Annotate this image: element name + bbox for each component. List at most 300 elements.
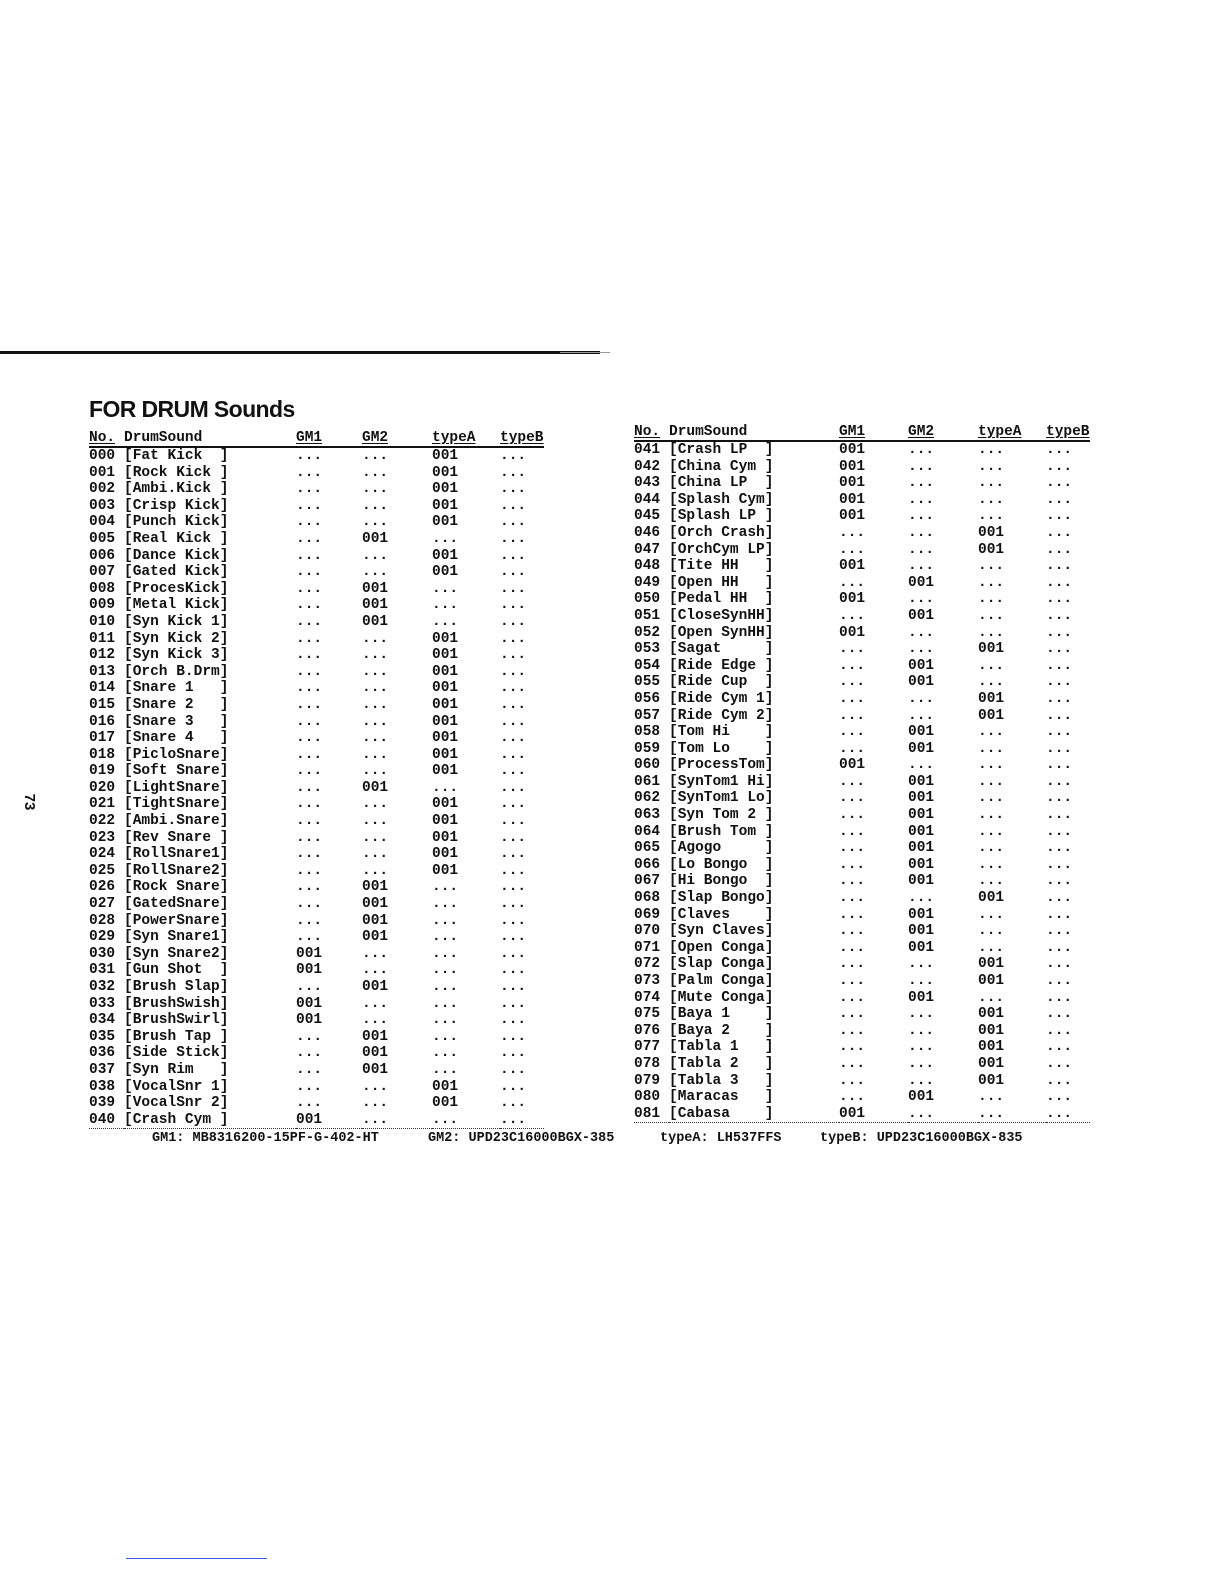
cell-type-b: ... bbox=[500, 1061, 527, 1078]
cell-gm1: 001 bbox=[839, 442, 866, 458]
cell-no: 045 bbox=[634, 508, 661, 525]
cell-gm2: ... bbox=[908, 442, 935, 458]
cell-no: 017 bbox=[89, 730, 116, 747]
cell-no: 033 bbox=[89, 995, 116, 1012]
table-row bbox=[89, 730, 544, 747]
cell-no: 079 bbox=[634, 1072, 661, 1089]
cell-no: 053 bbox=[634, 641, 661, 658]
cell-type-b: ... bbox=[500, 448, 527, 464]
table-row bbox=[89, 647, 544, 664]
cell-gm2: ... bbox=[362, 497, 389, 514]
table-row bbox=[634, 575, 1090, 592]
cell-gm1: 001 bbox=[296, 995, 323, 1012]
cell-drum-sound: [Cabasa ] bbox=[669, 1106, 839, 1123]
cell-no: 042 bbox=[634, 458, 661, 475]
cell-type-b: ... bbox=[1046, 1039, 1073, 1056]
cell-drum-sound: [Crisp Kick] bbox=[124, 497, 229, 514]
cell-drum-sound: [SynTom1 Hi] bbox=[669, 773, 774, 790]
cell-gm1: ... bbox=[296, 464, 323, 481]
cell-type-b: ... bbox=[500, 564, 527, 581]
cell-type-a: ... bbox=[432, 1045, 459, 1062]
cell-gm1: 001 bbox=[296, 945, 323, 962]
cell-gm2: 001 bbox=[362, 779, 389, 796]
cell-no: 073 bbox=[634, 973, 661, 989]
cell-drum-sound: [Syn Rim ] bbox=[124, 1061, 229, 1078]
cell-gm1: ... bbox=[296, 1078, 323, 1095]
cell-gm1: 001 bbox=[839, 458, 866, 475]
cell-type-b: ... bbox=[1046, 524, 1073, 541]
cell-type-a: 001 bbox=[432, 763, 459, 780]
footer-type-a: typeA: LH537FFS bbox=[660, 1131, 782, 1146]
table-row bbox=[634, 1089, 1090, 1106]
cell-type-a: 001 bbox=[432, 796, 459, 813]
cell-no: 049 bbox=[634, 574, 661, 591]
cell-no: 015 bbox=[89, 696, 116, 713]
table-row bbox=[634, 625, 1090, 642]
drum-table-right bbox=[634, 425, 1090, 1123]
cell-no: 068 bbox=[634, 890, 661, 907]
table-row bbox=[634, 1056, 1090, 1073]
cell-gm1: 001 bbox=[839, 591, 866, 608]
cell-gm1: 001 bbox=[839, 757, 866, 774]
cell-gm1: ... bbox=[839, 690, 866, 707]
cell-type-a: 001 bbox=[432, 680, 459, 697]
cell-gm2: ... bbox=[362, 630, 389, 647]
cell-drum-sound: [Metal Kick] bbox=[124, 597, 229, 614]
cell-no: 043 bbox=[634, 475, 661, 492]
table-row bbox=[634, 807, 1090, 824]
cell-gm1: ... bbox=[296, 779, 323, 796]
cell-gm1: ... bbox=[839, 1039, 866, 1056]
cell-gm1: ... bbox=[839, 906, 866, 923]
cell-type-a: 001 bbox=[978, 1072, 1005, 1089]
cell-drum-sound: [Lo Bongo ] bbox=[669, 856, 774, 873]
cell-type-b: ... bbox=[500, 647, 527, 664]
cell-type-b: ... bbox=[1046, 674, 1073, 691]
cell-type-b: ... bbox=[1046, 757, 1073, 774]
cell-type-b: ... bbox=[1046, 923, 1073, 940]
table-row bbox=[634, 790, 1090, 807]
cell-drum-sound: [Real Kick ] bbox=[124, 530, 229, 547]
cell-gm1: ... bbox=[296, 796, 323, 813]
cell-gm2: ... bbox=[362, 514, 389, 531]
table-row bbox=[634, 873, 1090, 890]
table-row bbox=[89, 780, 544, 797]
table-row bbox=[634, 890, 1090, 907]
table-row bbox=[634, 1039, 1090, 1056]
table-row bbox=[634, 591, 1090, 608]
cell-type-a: ... bbox=[978, 458, 1005, 475]
cell-type-a: 001 bbox=[978, 1006, 1005, 1023]
cell-drum-sound: [Ride Cym 1] bbox=[669, 690, 774, 707]
cell-gm2: ... bbox=[908, 524, 935, 541]
table-row bbox=[634, 608, 1090, 625]
table-row bbox=[634, 658, 1090, 675]
cell-no: 061 bbox=[634, 773, 661, 790]
table-row bbox=[89, 531, 544, 548]
cell-type-b: ... bbox=[500, 1028, 527, 1045]
cell-drum-sound: [VocalSnr 2] bbox=[124, 1095, 229, 1112]
cell-gm1: ... bbox=[296, 746, 323, 763]
cell-drum-sound: [Baya 2 ] bbox=[669, 1022, 774, 1039]
table-row bbox=[89, 597, 544, 614]
cell-gm2: ... bbox=[908, 956, 935, 973]
cell-type-b: ... bbox=[500, 846, 527, 863]
cell-gm1: ... bbox=[296, 481, 323, 498]
cell-type-b: ... bbox=[1046, 773, 1073, 790]
table-row bbox=[89, 564, 544, 581]
cell-type-a: ... bbox=[978, 442, 1005, 458]
cell-gm1: ... bbox=[296, 448, 323, 464]
cell-type-a: ... bbox=[432, 1012, 459, 1029]
cell-type-a: 001 bbox=[432, 730, 459, 747]
cell-gm1: ... bbox=[296, 597, 323, 614]
table-row bbox=[89, 548, 544, 565]
cell-no: 024 bbox=[89, 846, 116, 863]
table-row bbox=[89, 813, 544, 830]
cell-type-a: ... bbox=[978, 873, 1005, 890]
cell-drum-sound: [Claves ] bbox=[669, 906, 774, 923]
cell-type-a: ... bbox=[432, 530, 459, 547]
cell-drum-sound: [Tite HH ] bbox=[669, 558, 774, 575]
cell-gm1: 001 bbox=[839, 558, 866, 575]
cell-no: 081 bbox=[634, 1106, 669, 1123]
cell-no: 020 bbox=[89, 779, 116, 796]
cell-type-a: 001 bbox=[432, 1095, 459, 1112]
cell-type-b: ... bbox=[500, 945, 527, 962]
cell-type-a: 001 bbox=[432, 481, 459, 498]
cell-gm1: ... bbox=[839, 1022, 866, 1039]
cell-no: 025 bbox=[89, 862, 116, 879]
cell-gm2: ... bbox=[908, 591, 935, 608]
header-drum-sound: DrumSound bbox=[124, 431, 296, 447]
cell-drum-sound: [Crash LP ] bbox=[669, 442, 774, 458]
cell-gm2: 001 bbox=[908, 807, 935, 824]
cell-drum-sound: [SynTom1 Lo] bbox=[669, 790, 774, 807]
table-row bbox=[634, 923, 1090, 940]
cell-drum-sound: [Palm Conga] bbox=[669, 973, 774, 989]
cell-gm2: 001 bbox=[362, 896, 389, 913]
cell-gm1: ... bbox=[296, 896, 323, 913]
cell-gm2: ... bbox=[362, 962, 389, 979]
table-row bbox=[89, 913, 544, 930]
cell-no: 032 bbox=[89, 979, 116, 995]
cell-drum-sound: [Open Conga] bbox=[669, 939, 774, 956]
table-row bbox=[89, 1095, 544, 1112]
top-rule bbox=[0, 351, 600, 354]
cell-gm2: 001 bbox=[362, 580, 389, 597]
cell-type-a: ... bbox=[978, 724, 1005, 741]
table-row bbox=[634, 907, 1090, 924]
cell-type-a: ... bbox=[978, 823, 1005, 840]
cell-gm1: ... bbox=[839, 1089, 866, 1106]
header-gm2: GM2 bbox=[908, 425, 978, 441]
table-row bbox=[89, 1079, 544, 1096]
cell-no: 063 bbox=[634, 807, 661, 824]
cell-type-b: ... bbox=[500, 813, 527, 830]
cell-gm1: 001 bbox=[839, 508, 866, 525]
cell-no: 080 bbox=[634, 1089, 661, 1106]
cell-gm2: ... bbox=[908, 890, 935, 907]
cell-type-a: 001 bbox=[432, 846, 459, 863]
footer-gm1: GM1: MB8316200-15PF-G-402-HT bbox=[152, 1131, 379, 1146]
cell-gm1: ... bbox=[839, 541, 866, 558]
cell-gm2: ... bbox=[908, 1006, 935, 1023]
cell-drum-sound: [Hi Bongo ] bbox=[669, 873, 774, 890]
cell-drum-sound: [Fat Kick ] bbox=[124, 448, 229, 464]
cell-type-b: ... bbox=[1046, 939, 1073, 956]
cell-drum-sound: [ProcessTom] bbox=[669, 757, 774, 774]
cell-gm2: ... bbox=[362, 813, 389, 830]
cell-drum-sound: [Soft Snare] bbox=[124, 763, 229, 780]
cell-gm1: ... bbox=[296, 530, 323, 547]
cell-drum-sound: [Agogo ] bbox=[669, 840, 774, 857]
cell-gm1: ... bbox=[296, 580, 323, 597]
table-row bbox=[634, 757, 1090, 774]
cell-drum-sound: [Syn Kick 1] bbox=[124, 613, 229, 630]
cell-drum-sound: [Ride Edge ] bbox=[669, 657, 774, 674]
cell-drum-sound: [Syn Kick 2] bbox=[124, 630, 229, 647]
cell-no: 016 bbox=[89, 713, 116, 730]
table-row bbox=[634, 774, 1090, 791]
cell-drum-sound: [BrushSwish] bbox=[124, 995, 229, 1012]
cell-type-b: ... bbox=[1046, 724, 1073, 741]
cell-no: 038 bbox=[89, 1078, 116, 1095]
cell-gm1: ... bbox=[296, 713, 323, 730]
table-row bbox=[634, 492, 1090, 509]
cell-no: 076 bbox=[634, 1022, 661, 1039]
cell-gm1: ... bbox=[296, 1061, 323, 1078]
cell-type-a: ... bbox=[432, 912, 459, 929]
cell-drum-sound: [Syn Tom 2 ] bbox=[669, 807, 774, 824]
cell-no: 005 bbox=[89, 530, 116, 547]
table-row bbox=[634, 1023, 1090, 1040]
cell-gm2: 001 bbox=[908, 906, 935, 923]
cell-no: 036 bbox=[89, 1045, 116, 1062]
table-row bbox=[89, 498, 544, 515]
cell-gm2: ... bbox=[362, 862, 389, 879]
cell-no: 030 bbox=[89, 945, 116, 962]
cell-type-b: ... bbox=[500, 630, 527, 647]
cell-gm2: 001 bbox=[362, 1061, 389, 1078]
table-row bbox=[634, 840, 1090, 857]
cell-gm2: ... bbox=[908, 541, 935, 558]
cell-drum-sound: [GatedSnare] bbox=[124, 896, 229, 913]
cell-gm1: 001 bbox=[839, 475, 866, 492]
cell-no: 059 bbox=[634, 740, 661, 757]
table-row bbox=[89, 631, 544, 648]
cell-type-b: ... bbox=[500, 796, 527, 813]
cell-no: 046 bbox=[634, 524, 661, 541]
cell-gm1: ... bbox=[839, 807, 866, 824]
header-type-b: typeB bbox=[500, 430, 544, 446]
cell-type-b: ... bbox=[1046, 442, 1073, 458]
cell-type-b: ... bbox=[1046, 1055, 1073, 1072]
cell-type-b: ... bbox=[1046, 740, 1073, 757]
cell-drum-sound: [Tabla 1 ] bbox=[669, 1039, 774, 1056]
cell-gm2: ... bbox=[908, 624, 935, 641]
header-gm2: GM2 bbox=[362, 431, 432, 447]
cell-type-b: ... bbox=[500, 1045, 527, 1062]
cell-no: 056 bbox=[634, 690, 661, 707]
header-gm1: GM1 bbox=[839, 425, 908, 441]
cell-type-b: ... bbox=[500, 779, 527, 796]
cell-type-b: ... bbox=[1046, 607, 1073, 624]
cell-gm1: ... bbox=[839, 773, 866, 790]
cell-gm2: 001 bbox=[908, 724, 935, 741]
table-header-row bbox=[634, 425, 1090, 441]
cell-no: 070 bbox=[634, 923, 661, 940]
cell-drum-sound: [ProcesKick] bbox=[124, 580, 229, 597]
cell-no: 022 bbox=[89, 813, 116, 830]
cell-type-a: ... bbox=[978, 657, 1005, 674]
cell-type-a: ... bbox=[432, 580, 459, 597]
table-row bbox=[89, 514, 544, 531]
cell-drum-sound: [Rev Snare ] bbox=[124, 829, 229, 846]
cell-no: 012 bbox=[89, 647, 116, 664]
table-row bbox=[634, 956, 1090, 973]
top-rule-tail bbox=[560, 352, 610, 353]
table-row bbox=[89, 614, 544, 631]
cell-type-b: ... bbox=[500, 713, 527, 730]
cell-gm1: ... bbox=[839, 674, 866, 691]
cell-type-a: 001 bbox=[432, 862, 459, 879]
cell-gm1: ... bbox=[296, 846, 323, 863]
cell-type-a: ... bbox=[978, 807, 1005, 824]
cell-type-a: 001 bbox=[432, 647, 459, 664]
cell-no: 074 bbox=[634, 989, 661, 1006]
cell-gm2: ... bbox=[362, 945, 389, 962]
cell-no: 078 bbox=[634, 1055, 661, 1072]
cell-gm2: 001 bbox=[362, 613, 389, 630]
table-row bbox=[634, 542, 1090, 559]
cell-gm2: 001 bbox=[908, 773, 935, 790]
cell-gm2: ... bbox=[362, 1012, 389, 1029]
cell-drum-sound: [Gated Kick] bbox=[124, 564, 229, 581]
cell-gm2: ... bbox=[908, 1055, 935, 1072]
cell-no: 055 bbox=[634, 674, 661, 691]
cell-no: 011 bbox=[89, 630, 116, 647]
cell-type-b: ... bbox=[1046, 873, 1073, 890]
cell-gm2: 001 bbox=[362, 597, 389, 614]
cell-gm2: ... bbox=[362, 448, 389, 464]
cell-no: 037 bbox=[89, 1061, 116, 1078]
cell-gm1: ... bbox=[296, 1045, 323, 1062]
cell-gm1: 001 bbox=[296, 962, 323, 979]
table-row bbox=[634, 857, 1090, 874]
cell-gm2: ... bbox=[362, 547, 389, 564]
cell-gm2: 001 bbox=[908, 989, 935, 1006]
cell-drum-sound: [Open HH ] bbox=[669, 574, 774, 591]
cell-gm1: ... bbox=[296, 813, 323, 830]
table-row bbox=[634, 973, 1090, 990]
cell-type-b: ... bbox=[1046, 624, 1073, 641]
cell-type-b: ... bbox=[500, 979, 527, 995]
cell-drum-sound: [Snare 3 ] bbox=[124, 713, 229, 730]
table-row bbox=[634, 708, 1090, 725]
cell-type-a: 001 bbox=[978, 956, 1005, 973]
cell-type-b: ... bbox=[500, 730, 527, 747]
cell-drum-sound: [PowerSnare] bbox=[124, 912, 229, 929]
cell-no: 002 bbox=[89, 481, 116, 498]
table-row bbox=[89, 465, 544, 482]
cell-type-b: ... bbox=[1046, 890, 1073, 907]
cell-no: 007 bbox=[89, 564, 116, 581]
cell-type-b: ... bbox=[500, 995, 527, 1012]
table-row bbox=[89, 979, 544, 996]
table-row bbox=[634, 1006, 1090, 1023]
cell-drum-sound: [RollSnare2] bbox=[124, 862, 229, 879]
cell-type-a: 001 bbox=[978, 1055, 1005, 1072]
cell-type-a: ... bbox=[432, 929, 459, 946]
cell-no: 052 bbox=[634, 624, 661, 641]
cell-drum-sound: [Brush Tap ] bbox=[124, 1028, 229, 1045]
cell-gm1: ... bbox=[839, 840, 866, 857]
cell-type-b: ... bbox=[500, 962, 527, 979]
table-row bbox=[634, 1073, 1090, 1090]
cell-gm1: ... bbox=[839, 740, 866, 757]
cell-type-b: ... bbox=[1046, 973, 1073, 989]
cell-gm2: 001 bbox=[362, 530, 389, 547]
cell-gm1: ... bbox=[839, 641, 866, 658]
cell-gm1: ... bbox=[839, 574, 866, 591]
cell-no: 023 bbox=[89, 829, 116, 846]
cell-type-b: ... bbox=[1046, 641, 1073, 658]
cell-gm1: ... bbox=[296, 547, 323, 564]
cell-no: 067 bbox=[634, 873, 661, 890]
table-row bbox=[634, 1106, 1090, 1123]
cell-gm2: 001 bbox=[908, 1089, 935, 1106]
cell-no: 031 bbox=[89, 962, 116, 979]
cell-drum-sound: [Ambi.Kick ] bbox=[124, 481, 229, 498]
cell-drum-sound: [Snare 4 ] bbox=[124, 730, 229, 747]
cell-type-b: ... bbox=[1046, 707, 1073, 724]
cell-drum-sound: [Snare 2 ] bbox=[124, 696, 229, 713]
cell-type-b: ... bbox=[1046, 591, 1073, 608]
cell-no: 035 bbox=[89, 1028, 116, 1045]
cell-drum-sound: [BrushSwirl] bbox=[124, 1012, 229, 1029]
cell-gm2: ... bbox=[362, 730, 389, 747]
cell-drum-sound: [Sagat ] bbox=[669, 641, 774, 658]
table-row bbox=[89, 747, 544, 764]
cell-gm1: ... bbox=[839, 1055, 866, 1072]
cell-type-b: ... bbox=[500, 1112, 544, 1129]
cell-type-b: ... bbox=[500, 912, 527, 929]
table-row bbox=[634, 558, 1090, 575]
cell-no: 054 bbox=[634, 657, 661, 674]
cell-drum-sound: [Crash Cym ] bbox=[124, 1112, 296, 1129]
cell-drum-sound: [CloseSynHH] bbox=[669, 607, 774, 624]
cell-type-a: ... bbox=[432, 979, 459, 995]
cell-type-b: ... bbox=[500, 862, 527, 879]
cell-drum-sound: [Baya 1 ] bbox=[669, 1006, 774, 1023]
cell-gm2: ... bbox=[908, 508, 935, 525]
cell-type-b: ... bbox=[1046, 541, 1073, 558]
table-row bbox=[89, 946, 544, 963]
cell-gm1: ... bbox=[839, 939, 866, 956]
cell-gm2: ... bbox=[908, 558, 935, 575]
cell-gm1: ... bbox=[296, 514, 323, 531]
cell-gm2: 001 bbox=[362, 912, 389, 929]
cell-gm1: ... bbox=[296, 862, 323, 879]
cell-drum-sound: [OrchCym LP] bbox=[669, 541, 774, 558]
cell-no: 069 bbox=[634, 906, 661, 923]
cell-type-a: ... bbox=[432, 1061, 459, 1078]
cell-gm2: ... bbox=[362, 829, 389, 846]
cell-gm1: ... bbox=[839, 607, 866, 624]
cell-type-b: ... bbox=[1046, 1089, 1073, 1106]
cell-type-b: ... bbox=[1046, 491, 1073, 508]
